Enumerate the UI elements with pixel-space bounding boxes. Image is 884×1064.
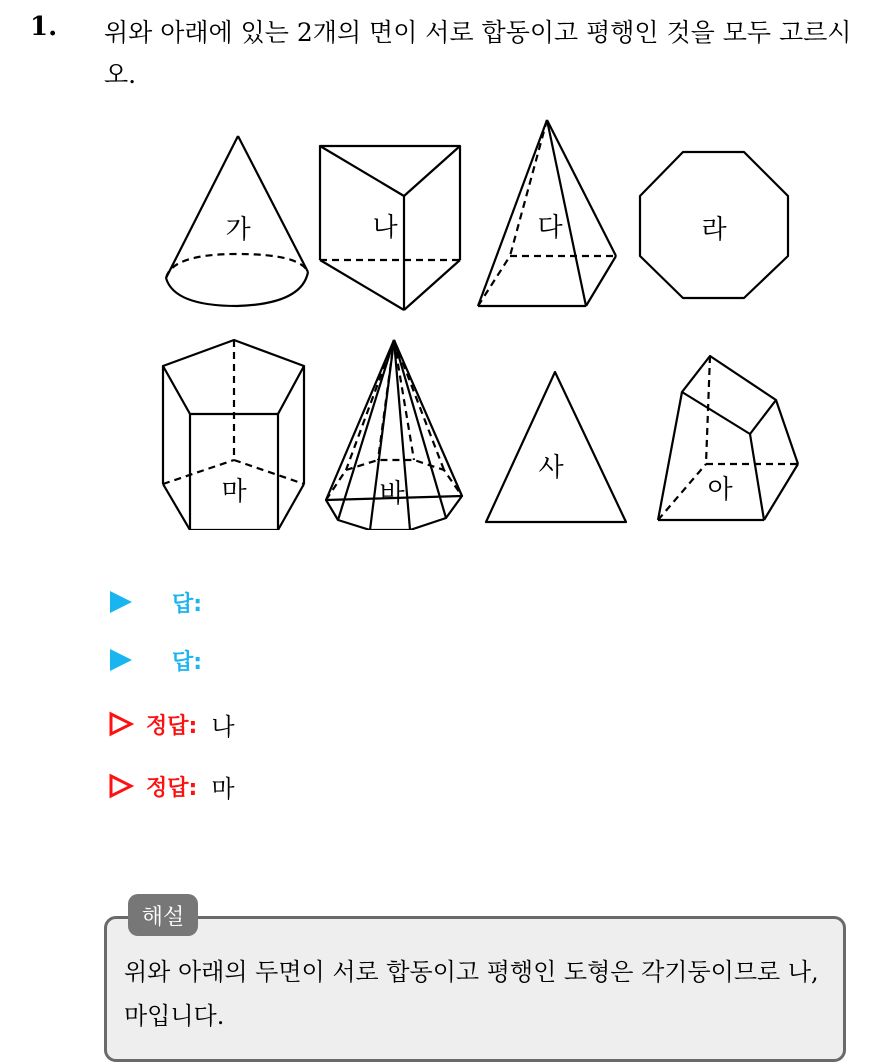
correct-row-2	[108, 766, 235, 806]
octagon-icon	[640, 152, 788, 298]
answer-label: 답:	[172, 649, 203, 675]
cone-icon	[166, 136, 308, 306]
correct-value: 나	[211, 712, 235, 741]
play-outline-icon	[108, 773, 134, 799]
figure-label-ra: 라	[701, 215, 727, 245]
polygonal-pyramid-icon	[326, 340, 462, 530]
answer-label: 답:	[172, 591, 203, 617]
question-text: 위와 아래에 있는 2개의 면이 서로 합동이고 평행인 것을 모두 고르시오.	[104, 18, 852, 89]
figure-label-ma: 마	[221, 477, 247, 507]
figures-diagram	[150, 110, 810, 530]
correct-row-1	[108, 704, 235, 744]
play-icon	[108, 589, 134, 615]
answer-row-1	[108, 582, 216, 622]
explanation-text: 위와 아래의 두면이 서로 합동이고 평행인 도형은 각기둥이므로 나, 마입니다.	[124, 958, 819, 1030]
correct-label: 정답:	[146, 713, 198, 739]
pentagonal-prism-icon	[163, 340, 304, 530]
square-pyramid-icon	[478, 120, 616, 306]
triangular-prism-icon	[320, 146, 460, 310]
play-outline-icon	[108, 711, 134, 737]
answer-row-2	[108, 640, 216, 680]
triangle-icon	[486, 372, 626, 522]
play-icon	[108, 647, 134, 673]
explanation-tab: 해설	[128, 894, 198, 936]
correct-label: 정답:	[146, 775, 198, 801]
correct-value: 마	[211, 774, 235, 803]
figure-label-sa: 사	[538, 453, 564, 483]
figure-label-a: 아	[707, 475, 733, 505]
figure-label-da: 다	[537, 213, 563, 243]
figure-label-ga: 가	[225, 215, 251, 245]
figure-label-na: 나	[372, 213, 398, 243]
figure-label-ba: 바	[379, 479, 405, 509]
truncated-pyramid-icon	[658, 356, 798, 520]
question-number: 1.	[30, 12, 58, 42]
